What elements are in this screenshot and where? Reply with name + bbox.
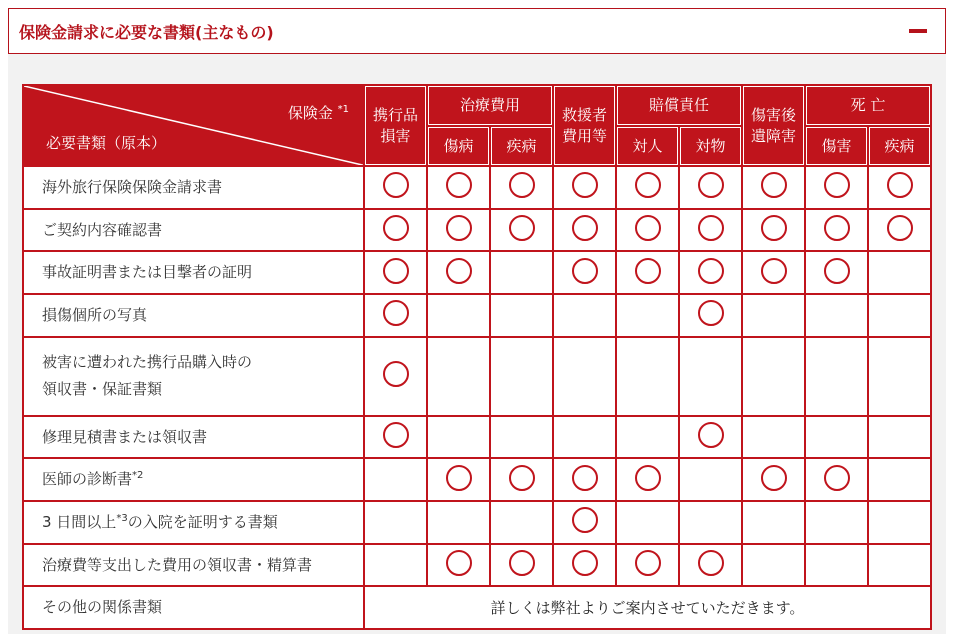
circle-icon xyxy=(761,465,787,491)
table-row xyxy=(24,338,930,415)
table-cell xyxy=(806,210,867,251)
row-label: 治療費等支出した費用の領収書・精算書 xyxy=(24,545,363,586)
circle-icon xyxy=(698,300,724,326)
circle-icon xyxy=(698,215,724,241)
table-cell xyxy=(491,459,552,500)
table-cell xyxy=(428,502,489,543)
table-row xyxy=(24,295,930,336)
header-baggage: 携行品損害 xyxy=(365,86,426,165)
table-cell xyxy=(806,417,867,458)
header-liability: 賠償責任 xyxy=(617,86,741,125)
table-cell xyxy=(428,459,489,500)
circle-icon xyxy=(509,172,535,198)
circle-icon xyxy=(635,258,661,284)
circle-icon xyxy=(887,215,913,241)
table-cell xyxy=(491,502,552,543)
table-cell xyxy=(869,459,930,500)
table-cell xyxy=(680,252,741,293)
row-label: 3 日間以上$^{*3}$の入院を証明する書類 xyxy=(24,502,363,543)
table-cell xyxy=(365,167,426,208)
table-cell xyxy=(365,295,426,336)
table-cell xyxy=(680,210,741,251)
circle-icon xyxy=(572,172,598,198)
table-cell xyxy=(869,502,930,543)
circle-icon xyxy=(509,215,535,241)
table-cell xyxy=(680,545,741,586)
circle-icon xyxy=(824,465,850,491)
table-cell xyxy=(743,252,804,293)
table-cell xyxy=(491,210,552,251)
table-cell xyxy=(491,252,552,293)
circle-icon xyxy=(383,258,409,284)
table-cell xyxy=(554,545,615,586)
table-cell xyxy=(554,459,615,500)
corner-bottom-label: 必要書類（原本） xyxy=(46,134,167,153)
circle-icon xyxy=(824,258,850,284)
table-cell xyxy=(617,545,678,586)
circle-icon xyxy=(761,215,787,241)
circle-icon xyxy=(509,465,535,491)
table-cell xyxy=(554,210,615,251)
table-row xyxy=(24,167,930,208)
circle-icon xyxy=(635,215,661,241)
table-cell xyxy=(680,459,741,500)
table-cell xyxy=(617,502,678,543)
table-cell xyxy=(365,252,426,293)
circle-icon xyxy=(824,215,850,241)
table-cell xyxy=(743,295,804,336)
subheader-death-injury: 傷害 xyxy=(806,127,867,166)
header-medical: 治療費用 xyxy=(428,86,552,125)
row-label: 海外旅行保険保険金請求書 xyxy=(24,167,363,208)
header-disability: 傷害後遺障害 xyxy=(743,86,804,165)
circle-icon xyxy=(446,550,472,576)
table-cell xyxy=(806,459,867,500)
documents-table xyxy=(22,84,932,630)
table-cell xyxy=(428,545,489,586)
circle-icon xyxy=(698,422,724,448)
row-label: 損傷個所の写真 xyxy=(24,295,363,336)
row-label: 事故証明書または目撃者の証明 xyxy=(24,252,363,293)
circle-icon xyxy=(383,361,409,387)
corner-top-note: *1 xyxy=(337,104,349,115)
row-label: ご契約内容確認書 xyxy=(24,210,363,251)
circle-icon xyxy=(572,258,598,284)
table-cell xyxy=(617,459,678,500)
table-cell xyxy=(680,502,741,543)
row-label: 修理見積書または領収書 xyxy=(24,417,363,458)
table-cell xyxy=(428,252,489,293)
other-docs-note: 詳しくは弊社よりご案内させていただきます。 xyxy=(365,587,930,628)
table-cell xyxy=(428,210,489,251)
table-corner-header xyxy=(24,86,363,165)
circle-icon xyxy=(887,172,913,198)
circle-icon xyxy=(761,172,787,198)
circle-icon xyxy=(572,550,598,576)
circle-icon xyxy=(635,172,661,198)
table-cell xyxy=(428,338,489,415)
table-cell xyxy=(554,417,615,458)
table-cell xyxy=(743,338,804,415)
table-cell xyxy=(554,295,615,336)
circle-icon xyxy=(446,465,472,491)
table-cell xyxy=(491,417,552,458)
table-cell xyxy=(617,210,678,251)
subheader-death-illness: 疾病 xyxy=(869,127,930,166)
table-cell xyxy=(617,295,678,336)
table-cell xyxy=(365,459,426,500)
table-cell xyxy=(554,252,615,293)
row-label: その他の関係書類 xyxy=(24,587,363,628)
table-cell xyxy=(869,252,930,293)
table-cell xyxy=(365,338,426,415)
documents-accordion xyxy=(8,8,946,634)
table-cell xyxy=(869,338,930,415)
table-cell xyxy=(743,417,804,458)
table-cell xyxy=(428,295,489,336)
table-cell xyxy=(869,295,930,336)
circle-icon xyxy=(383,300,409,326)
table-cell xyxy=(680,167,741,208)
circle-icon xyxy=(446,258,472,284)
circle-icon xyxy=(572,215,598,241)
circle-icon xyxy=(761,258,787,284)
table-cell xyxy=(806,545,867,586)
table-cell xyxy=(554,167,615,208)
row-label: 被害に遭われた携行品購入時の 領収書・保証書類 xyxy=(24,338,363,415)
circle-icon xyxy=(572,465,598,491)
table-cell xyxy=(869,417,930,458)
table-cell xyxy=(491,167,552,208)
minus-icon[interactable] xyxy=(909,29,927,33)
header-rescue: 救援者費用等 xyxy=(554,86,615,165)
table-cell xyxy=(617,338,678,415)
table-cell xyxy=(617,252,678,293)
table-cell xyxy=(554,502,615,543)
circle-icon xyxy=(698,172,724,198)
table-cell xyxy=(680,338,741,415)
table-cell xyxy=(491,338,552,415)
circle-icon xyxy=(383,215,409,241)
table-cell xyxy=(743,459,804,500)
table-cell xyxy=(743,167,804,208)
table-cell xyxy=(743,545,804,586)
row-label: 医師の診断書$^{*2}$ xyxy=(24,459,363,500)
table-cell xyxy=(806,167,867,208)
table-row-other xyxy=(24,587,930,628)
circle-icon xyxy=(383,172,409,198)
table-cell xyxy=(743,210,804,251)
accordion-title: 保険金請求に必要な書類(主なもの) xyxy=(19,22,274,42)
circle-icon xyxy=(698,550,724,576)
table-cell xyxy=(428,417,489,458)
table-row xyxy=(24,502,930,543)
row-label-note: *3 xyxy=(116,512,128,524)
table-row xyxy=(24,252,930,293)
subheader-property: 対物 xyxy=(680,127,741,166)
circle-icon xyxy=(383,422,409,448)
table-row xyxy=(24,459,930,500)
accordion-body xyxy=(8,54,946,634)
table-cell xyxy=(680,295,741,336)
circle-icon xyxy=(572,507,598,533)
row-label-note: *2 xyxy=(132,470,144,482)
table-cell xyxy=(365,210,426,251)
table-cell xyxy=(680,417,741,458)
subheader-person: 対人 xyxy=(617,127,678,166)
circle-icon xyxy=(635,465,661,491)
table-cell xyxy=(365,502,426,543)
table-cell xyxy=(491,295,552,336)
subheader-injury: 傷病 xyxy=(428,127,489,166)
table-cell xyxy=(617,167,678,208)
table-cell xyxy=(806,338,867,415)
table-cell xyxy=(743,502,804,543)
table-cell xyxy=(806,295,867,336)
table-row xyxy=(24,545,930,586)
table-cell xyxy=(806,502,867,543)
accordion-header[interactable] xyxy=(8,8,946,54)
table-cell xyxy=(428,167,489,208)
table-row xyxy=(24,417,930,458)
table-row xyxy=(24,210,930,251)
table-cell xyxy=(869,210,930,251)
table-cell xyxy=(554,338,615,415)
circle-icon xyxy=(446,215,472,241)
table-cell xyxy=(365,545,426,586)
header-death: 死 亡 xyxy=(806,86,930,125)
circle-icon xyxy=(446,172,472,198)
circle-icon xyxy=(509,550,535,576)
corner-top-label: 保険金 xyxy=(287,104,333,122)
table-cell xyxy=(869,545,930,586)
table-cell xyxy=(806,252,867,293)
circle-icon xyxy=(698,258,724,284)
table-cell xyxy=(491,545,552,586)
table-cell xyxy=(365,417,426,458)
table-cell xyxy=(617,417,678,458)
table-cell xyxy=(869,167,930,208)
circle-icon xyxy=(824,172,850,198)
circle-icon xyxy=(635,550,661,576)
subheader-illness: 疾病 xyxy=(491,127,552,166)
